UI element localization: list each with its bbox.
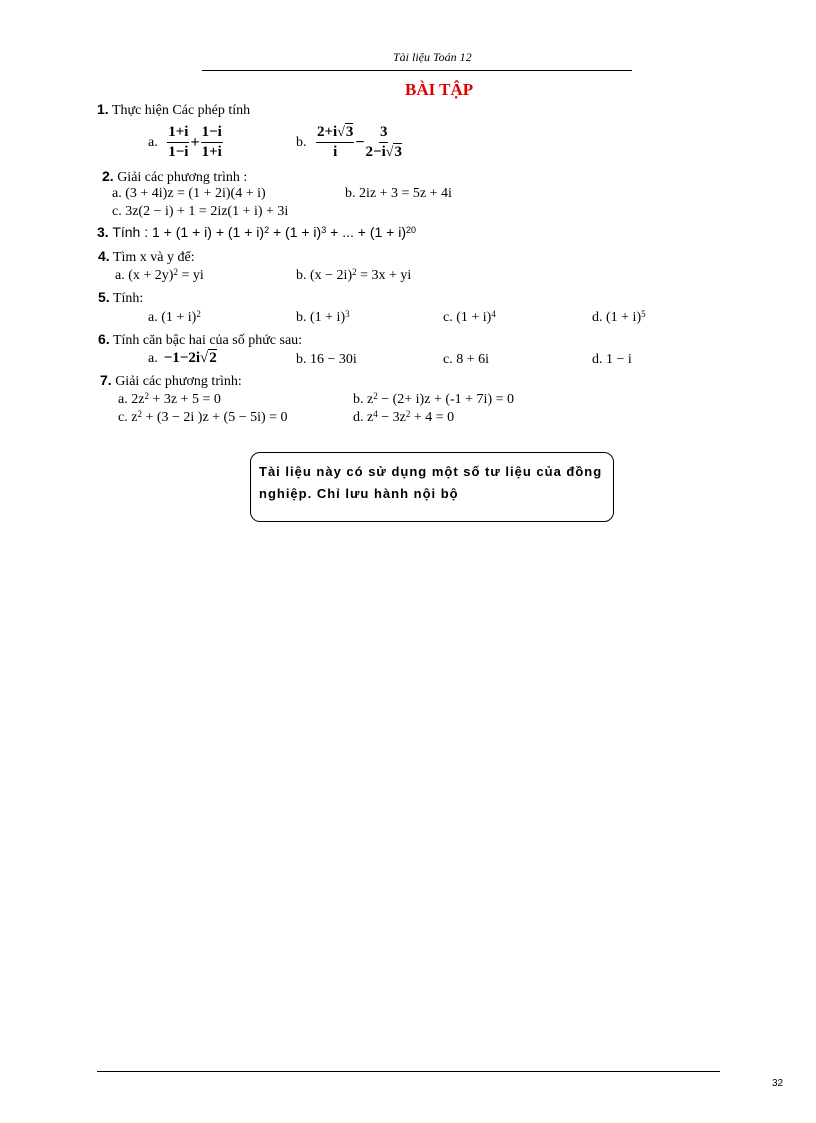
exercise-4 <box>98 248 195 266</box>
exercise-5d <box>592 309 646 326</box>
exercise-number: 5. <box>98 289 110 305</box>
exercise-text: Thực hiện Các phép tính <box>111 103 251 118</box>
page-heading: BÀI TẬP <box>405 80 474 99</box>
exercise-number: 4. <box>98 248 110 264</box>
exponent: 4 <box>373 409 378 419</box>
note-box <box>250 452 614 522</box>
fraction <box>316 124 354 161</box>
document-header-title: Tài liệu Toán 12 <box>393 50 472 64</box>
exercise-2b: b. 2iz + 3 = 5z + 4i <box>345 186 452 201</box>
exercise-5c <box>443 309 496 326</box>
fraction <box>167 124 189 161</box>
denominator: 1+i <box>201 144 222 160</box>
exercise-number: 2. <box>102 168 114 184</box>
exponent: 4 <box>491 309 496 319</box>
item-text: d. (1 + i) <box>592 310 642 325</box>
item-expression: −1−2i <box>163 350 200 366</box>
item-text: + 3z + 5 = 0 <box>148 392 221 407</box>
exponent: 2 <box>352 267 357 277</box>
item-text: b. (1 + i) <box>296 310 346 325</box>
exercise-number: 7. <box>100 372 112 388</box>
exponent: 3 <box>345 309 350 319</box>
operator: − <box>355 133 365 151</box>
exercise-text: + ... + (1 + i) <box>326 224 406 240</box>
denominator: 1−i <box>168 144 189 160</box>
exponent: 20 <box>406 225 417 235</box>
denominator: i <box>333 144 338 160</box>
exponent: 2 <box>144 391 149 401</box>
exercise-number: 1. <box>97 101 109 117</box>
exercise-3 <box>97 224 416 240</box>
item-text: − (2+ i)z + (-1 + 7i) = 0 <box>377 392 514 407</box>
numerator <box>316 124 354 143</box>
exercise-1 <box>97 101 250 119</box>
footer-rule <box>97 1071 720 1072</box>
exponent: 2 <box>264 225 270 235</box>
exercise-6c: c. 8 + 6i <box>443 352 489 367</box>
numerator-text: 2+i <box>317 124 338 140</box>
exercise-7 <box>100 372 242 390</box>
denominator <box>366 143 402 161</box>
exercise-6b: b. 16 − 30i <box>296 352 357 367</box>
item-text: a. (1 + i) <box>148 310 197 325</box>
exercise-6 <box>98 331 302 349</box>
numerator: 3 <box>379 124 389 143</box>
item-label: a. <box>148 350 158 366</box>
radicand: 2 <box>209 350 217 366</box>
item-text: = yi <box>177 268 204 283</box>
exercise-4b <box>296 267 411 284</box>
radicand: 3 <box>394 144 402 160</box>
item-label: b. <box>296 134 307 150</box>
exercise-1b <box>296 124 402 161</box>
page-number: 32 <box>772 1078 784 1089</box>
numerator: 1+i <box>167 124 189 143</box>
exercise-6d: d. 1 − i <box>592 352 632 367</box>
exponent: 2 <box>173 267 178 277</box>
fraction <box>366 124 402 161</box>
item-label: a. <box>148 134 158 150</box>
exercise-7d <box>353 409 454 426</box>
exercise-text: Tính : 1 + (1 + i) + (1 + i) <box>112 224 265 240</box>
item-text: + (3 − 2i )z + (5 − 5i) = 0 <box>141 410 288 425</box>
exercise-number: 3. <box>97 224 109 240</box>
numerator: 1−i <box>201 124 223 143</box>
exercise-number: 6. <box>98 331 110 347</box>
exercise-5a <box>148 309 201 326</box>
note-line-1: Tài liệu này có sử dụng một số tư liệu của đồng <box>259 464 603 479</box>
exercise-2a: a. (3 + 4i)z = (1 + 2i)(4 + i) <box>112 186 266 201</box>
exercise-text: Tính: <box>112 291 144 306</box>
exponent: 5 <box>641 309 646 319</box>
exercise-2c: c. 3z(2 − i) + 1 = 2iz(1 + i) + 3i <box>112 204 289 219</box>
operator: + <box>190 133 200 151</box>
exponent: 2 <box>196 309 201 319</box>
item-text: b. z <box>353 392 374 407</box>
header-rule <box>202 70 632 71</box>
exercise-text: Tìm x và y để: <box>112 250 195 265</box>
exercise-7b <box>353 391 514 408</box>
item-text: d. z <box>353 410 374 425</box>
sqrt-symbol: √ <box>385 145 394 160</box>
exponent: 2 <box>137 409 142 419</box>
exercise-4a <box>115 267 204 284</box>
item-text: c. (1 + i) <box>443 310 492 325</box>
item-text: b. (x − 2i) <box>296 268 353 283</box>
denominator-text: 2−i <box>365 144 386 160</box>
item-text: + 4 = 0 <box>410 410 455 425</box>
sqrt-symbol: √ <box>199 350 209 366</box>
item-text: − 3z <box>377 410 406 425</box>
exercise-7a <box>118 391 221 408</box>
item-text: c. z <box>118 410 138 425</box>
exercise-6a <box>148 350 217 367</box>
sqrt-symbol: √ <box>337 125 345 140</box>
exponent: 3 <box>321 225 327 235</box>
exercise-2 <box>102 168 247 186</box>
exponent: 2 <box>373 391 378 401</box>
exercise-5b <box>296 309 350 326</box>
fraction <box>201 124 223 161</box>
exponent: 2 <box>405 409 411 419</box>
exercise-text: Giải các phương trình: <box>115 374 242 389</box>
radicand: 3 <box>345 124 354 140</box>
note-line-2: nghiệp. Chỉ lưu hành nội bộ <box>259 486 459 501</box>
exercise-text: Giải các phương trình : <box>117 170 248 185</box>
exercise-text: Tính căn bậc hai của số phức sau: <box>112 333 303 348</box>
exercise-7c <box>118 409 288 426</box>
item-text: a. 2z <box>118 392 145 407</box>
item-text: a. (x + 2y) <box>115 268 174 283</box>
exercise-text: + (1 + i) <box>269 224 322 240</box>
exercise-5 <box>98 289 143 307</box>
item-text: = 3x + yi <box>356 268 412 283</box>
exercise-1a <box>148 124 223 161</box>
